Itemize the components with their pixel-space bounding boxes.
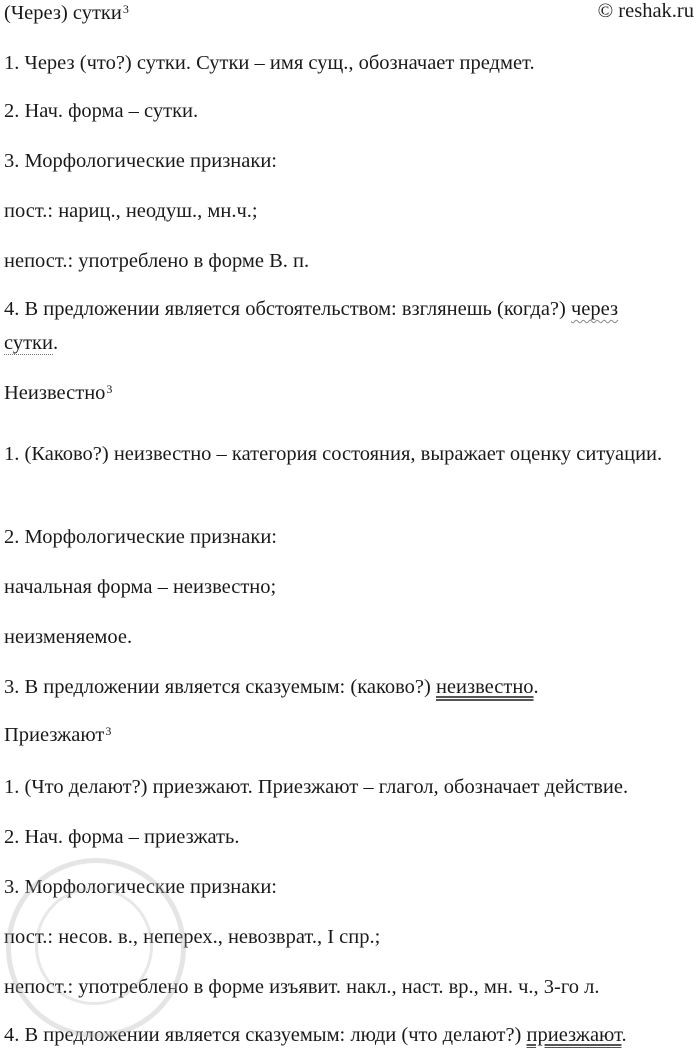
s3-line-1: 1. (Что делают?) приезжают. Приезжают – глагол, обозначает действие. (4, 776, 629, 798)
s1-item-4-continued (4, 330, 694, 356)
s3-line-5: непост.: употреблено в форме изъявит. накл., наст. вр., мн. ч., 3-го л. (4, 976, 600, 998)
s2-line-3: неизменяемое. (4, 626, 133, 648)
copyright: © reshak.ru (597, 0, 694, 22)
section-title-priezzhayut (4, 722, 694, 748)
s1-item4-end: . (52, 332, 59, 354)
s3-line-4: пост.: несов. в., неперех., невозврат., I спр.; (4, 926, 381, 948)
title-superscript: 3 (122, 2, 129, 16)
s3-line-3: 3. Морфологические признаки: (4, 876, 277, 898)
s3-item-4 (4, 1022, 694, 1048)
s1-item4-text: 4. В предложении является обстоятельством: взглянешь (когда?) (4, 298, 571, 320)
s2-item3-text: 3. В предложении является сказуемым: (каково?) (4, 676, 436, 698)
s1-line-2: 2. Нач. форма – сутки. (4, 100, 199, 122)
title-text: Приезжают (4, 724, 105, 746)
s1-item-4 (4, 296, 694, 322)
s3-line-2: 2. Нач. форма – приезжать. (4, 826, 240, 848)
title-superscript: 3 (106, 382, 113, 396)
s1-line-5: непост.: употреблено в форме В. п. (4, 250, 310, 272)
s3-item4-end: . (621, 1024, 627, 1046)
underlined-word-cherez: через (570, 298, 619, 320)
s1-line-3: 3. Морфологические признаки: (4, 150, 277, 172)
s2-item-1: 1. (Каково?) неизвестно – категория состояния, выражает оценку ситуации. (4, 443, 663, 465)
underlined-word-neizvestno: неизвестно (435, 676, 534, 698)
s2-line-1: 2. Морфологические признаки: (4, 526, 277, 548)
s2-item-3 (4, 674, 694, 700)
s2-line-2: начальная форма – неизвестно; (4, 576, 277, 598)
underlined-word-sutki: сутки (4, 332, 53, 354)
title-text: (Через) сутки (4, 2, 122, 24)
section-title-sutki (4, 0, 694, 26)
title-superscript: 3 (105, 724, 112, 738)
s3-item4-text: 4. В предложении является сказуемым: люди (что делают?) (4, 1024, 527, 1046)
s2-item3-end: . (533, 676, 539, 698)
title-text: Неизвестно (4, 382, 106, 404)
section-title-neizvestno (4, 380, 694, 406)
underlined-word-priezzhayut: приезжают (526, 1024, 622, 1046)
s1-line-1: 1. Через (что?) сутки. Сутки – имя сущ., обозначает предмет. (4, 52, 535, 74)
s1-line-4: пост.: нариц., неодуш., мн.ч.; (4, 200, 258, 222)
